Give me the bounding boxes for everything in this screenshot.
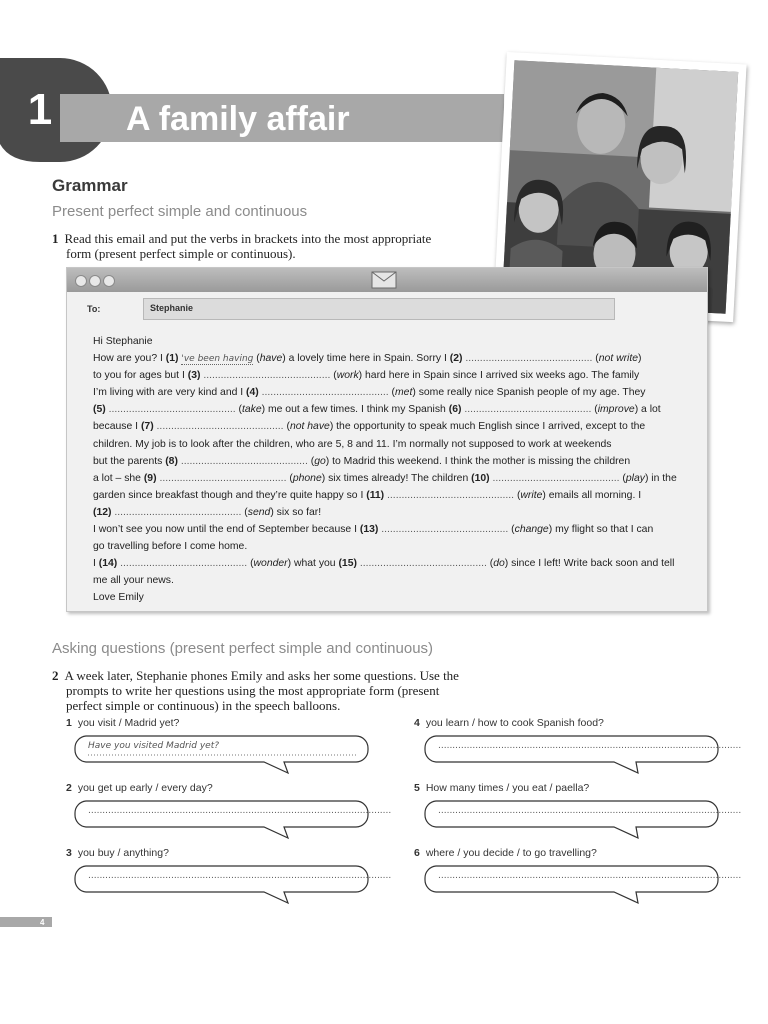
instruction-text: Read this email and put the verbs in brackets into the most appropriate <box>64 231 432 246</box>
answer-example: 've been having <box>181 354 254 365</box>
prompt-4: 4 you learn / how to cook Spanish food? <box>414 717 604 729</box>
email-signoff: Love Emily <box>93 592 144 604</box>
exercise1-instruction <box>52 231 431 261</box>
instruction-text: perfect simple or continuous) in the speech balloons. <box>66 698 341 713</box>
exercise-number: 2 <box>52 668 59 683</box>
speech-balloon-3[interactable] <box>74 865 392 905</box>
speech-balloon-5[interactable] <box>424 800 742 840</box>
instruction-text: A week later, Stephanie phones Emily and asks her some questions. Use the <box>64 668 459 683</box>
balloon-line: .......................................................................................................... <box>438 741 742 751</box>
balloon-answer: Have you visited Madrid yet? <box>88 741 219 751</box>
speech-balloon-4[interactable] <box>424 735 742 775</box>
exercise2-instruction <box>52 668 459 713</box>
prompt-5: 5 How many times / you eat / paella? <box>414 782 590 794</box>
to-field[interactable] <box>143 298 615 320</box>
prompt-6: 6 where / you decide / to go travelling? <box>414 847 597 859</box>
speech-balloon-1[interactable] <box>74 735 370 775</box>
speech-balloon-6[interactable] <box>424 865 742 905</box>
section-subheading: Present perfect simple and continuous <box>52 203 308 220</box>
balloon-line: .......................................................................................................... <box>88 806 392 816</box>
prompt-3: 3 you buy / anything? <box>66 847 169 859</box>
balloon-line: .......................................................................................................... <box>88 871 392 881</box>
instruction-text: prompts to write her questions using the most appropriate form (present <box>66 683 440 698</box>
email-greeting: Hi Stephanie <box>93 336 153 347</box>
unit-title: A family affair <box>126 100 350 138</box>
balloon-line: .......................................................................................................... <box>438 871 742 881</box>
window-dot-icon <box>89 275 101 287</box>
prompt-1: 1 you visit / Madrid yet? <box>66 717 180 729</box>
prompt-2: 2 you get up early / every day? <box>66 782 213 794</box>
balloon-line: .......................................................................................................... <box>438 806 742 816</box>
unit-number: 1 <box>27 85 53 134</box>
section2-subheading: Asking questions (present perfect simple and continuous) <box>52 640 434 657</box>
to-label: To: <box>87 304 101 314</box>
email-titlebar <box>67 268 707 292</box>
speech-balloon-2[interactable] <box>74 800 392 840</box>
to-value: Stephanie <box>150 303 194 313</box>
instruction-text: form (present perfect simple or continuous). <box>66 246 296 261</box>
email-body: Hi Stephanie How are you? I (1) 've been having (have) a lovely time here in Spain. Sorry I (2) ............................................ (not write) to you for ages but I (3) ............................................ (work) hard here in Spain since I arrived six weeks ago. The family I’m living with are very kind and I (4) ............................................ (met) some really nice Spanish people of my age. They (5) ............................................ (take) me out a few times. I think my Spanish (6) ............................................ (improve) a lot because I (7) ............................................ (not have) the opportunity to speak much English since I arrived, except to the children. My job is to look after the children, who are 5, 8 and 11. I’m normally not supposed to work at weekends but the parents (8) ............................................ (go) to Madrid this weekend. I think the mother is missing the children a lot – she (9) ............................................ (phone) six times already! The children (10) ............................................ (play) in the garden since breakfast though and they’re quite happy so I (11) ............................................ (write) emails all morning. I (12) ............................................ (send) six so far! I won’t see you now until the end of September because I (13) ............................................ (change) my flight so that I can go travelling before I come home. I (14) ............................................ (wonder) what you (15) ............................................ (do) since I left! Write back soon and tell me all your news. Love Emily <box>93 333 693 607</box>
exercise-number: 1 <box>52 231 59 246</box>
page-number: 4 <box>40 918 45 927</box>
email-window <box>66 267 708 612</box>
envelope-icon <box>371 271 397 289</box>
window-dot-icon <box>103 275 115 287</box>
window-dot-icon <box>75 275 87 287</box>
section-heading: Grammar <box>52 176 128 195</box>
